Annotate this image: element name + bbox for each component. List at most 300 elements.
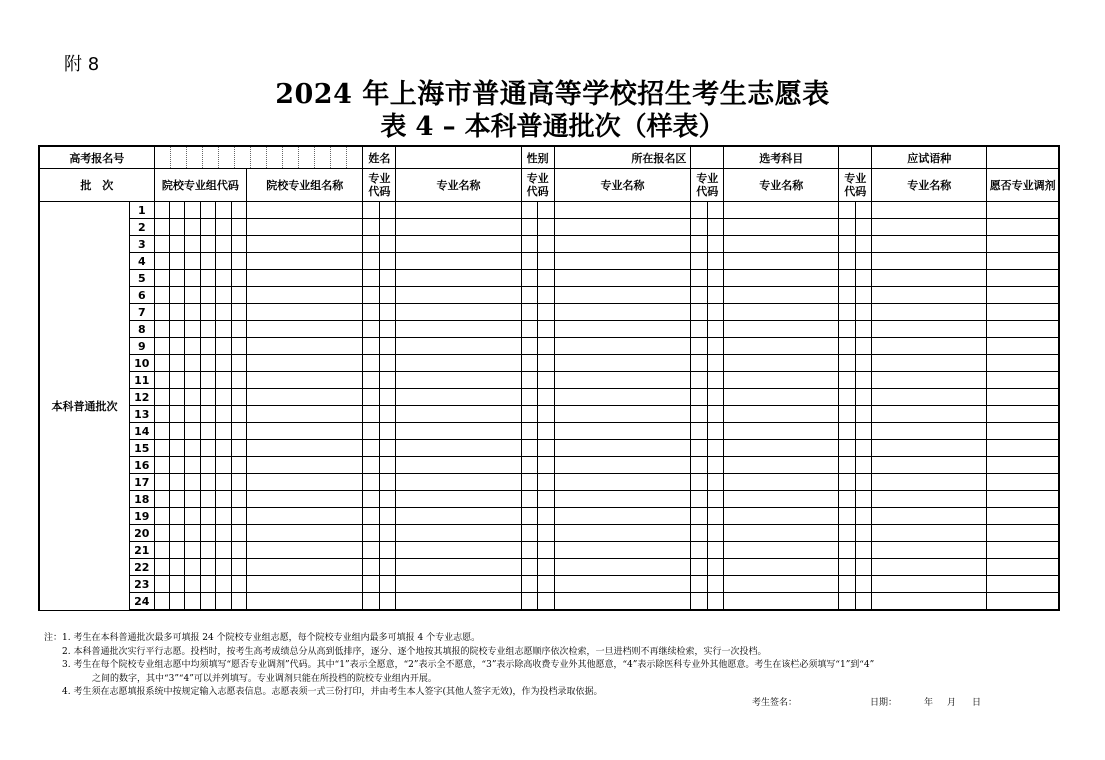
major-code-cell[interactable] — [855, 355, 871, 372]
major-name-cell[interactable] — [724, 355, 839, 372]
major-code-cell[interactable] — [839, 202, 855, 219]
major-code-cell[interactable] — [379, 338, 395, 355]
major-name-cell[interactable] — [724, 457, 839, 474]
major-code-cell[interactable] — [521, 440, 537, 457]
group-code-cell[interactable] — [200, 338, 215, 355]
major-code-cell[interactable] — [707, 338, 723, 355]
major-name-cell[interactable] — [872, 338, 987, 355]
major-code-cell[interactable] — [855, 389, 871, 406]
major-code-cell[interactable] — [363, 304, 379, 321]
group-code-cell[interactable] — [200, 406, 215, 423]
major-name-cell[interactable] — [872, 593, 987, 611]
major-code-cell[interactable] — [691, 508, 707, 525]
major-code-cell[interactable] — [839, 542, 855, 559]
major-name-cell[interactable] — [396, 559, 521, 576]
group-code-cell[interactable] — [231, 542, 246, 559]
district-field[interactable] — [691, 146, 724, 169]
major-code-cell[interactable] — [855, 253, 871, 270]
major-code-cell[interactable] — [855, 474, 871, 491]
major-code-cell[interactable] — [363, 508, 379, 525]
major-code-cell[interactable] — [707, 219, 723, 236]
major-code-cell[interactable] — [707, 355, 723, 372]
major-code-cell[interactable] — [538, 457, 554, 474]
major-code-cell[interactable] — [538, 304, 554, 321]
adjust-cell[interactable] — [987, 559, 1059, 576]
major-name-cell[interactable] — [554, 542, 691, 559]
group-code-cell[interactable] — [231, 474, 246, 491]
major-name-cell[interactable] — [554, 508, 691, 525]
group-code-cell[interactable] — [200, 253, 215, 270]
group-code-cell[interactable] — [170, 559, 185, 576]
group-code-cell[interactable] — [154, 304, 169, 321]
major-name-cell[interactable] — [396, 202, 521, 219]
group-code-cell[interactable] — [154, 321, 169, 338]
group-code-cell[interactable] — [216, 491, 231, 508]
major-name-cell[interactable] — [396, 304, 521, 321]
group-code-cell[interactable] — [231, 508, 246, 525]
major-code-cell[interactable] — [855, 304, 871, 321]
name-field[interactable] — [396, 146, 521, 169]
adjust-cell[interactable] — [987, 270, 1059, 287]
major-code-cell[interactable] — [691, 491, 707, 508]
group-name-cell[interactable] — [247, 372, 363, 389]
major-code-cell[interactable] — [707, 304, 723, 321]
major-name-cell[interactable] — [396, 406, 521, 423]
major-code-cell[interactable] — [707, 542, 723, 559]
adjust-cell[interactable] — [987, 236, 1059, 253]
major-name-cell[interactable] — [396, 321, 521, 338]
group-code-cell[interactable] — [231, 491, 246, 508]
group-code-cell[interactable] — [200, 304, 215, 321]
major-code-cell[interactable] — [363, 406, 379, 423]
group-code-cell[interactable] — [200, 593, 215, 611]
major-name-cell[interactable] — [724, 440, 839, 457]
major-name-cell[interactable] — [724, 593, 839, 611]
group-code-cell[interactable] — [231, 593, 246, 611]
major-code-cell[interactable] — [538, 321, 554, 338]
major-code-cell[interactable] — [538, 338, 554, 355]
major-code-cell[interactable] — [707, 321, 723, 338]
group-code-cell[interactable] — [200, 525, 215, 542]
group-code-cell[interactable] — [185, 253, 200, 270]
adjust-cell[interactable] — [987, 287, 1059, 304]
group-code-cell[interactable] — [200, 321, 215, 338]
major-code-cell[interactable] — [691, 372, 707, 389]
major-code-cell[interactable] — [707, 440, 723, 457]
major-name-cell[interactable] — [554, 389, 691, 406]
group-code-cell[interactable] — [185, 457, 200, 474]
group-name-cell[interactable] — [247, 508, 363, 525]
major-code-cell[interactable] — [521, 338, 537, 355]
major-code-cell[interactable] — [839, 457, 855, 474]
group-name-cell[interactable] — [247, 355, 363, 372]
major-code-cell[interactable] — [538, 355, 554, 372]
group-code-cell[interactable] — [231, 321, 246, 338]
major-name-cell[interactable] — [554, 440, 691, 457]
major-code-cell[interactable] — [379, 593, 395, 611]
major-code-cell[interactable] — [691, 389, 707, 406]
major-code-cell[interactable] — [379, 287, 395, 304]
major-code-cell[interactable] — [363, 287, 379, 304]
group-code-cell[interactable] — [216, 576, 231, 593]
major-code-cell[interactable] — [363, 576, 379, 593]
group-code-cell[interactable] — [216, 372, 231, 389]
major-code-cell[interactable] — [691, 253, 707, 270]
group-name-cell[interactable] — [247, 338, 363, 355]
major-code-cell[interactable] — [707, 593, 723, 611]
group-code-cell[interactable] — [216, 423, 231, 440]
major-code-cell[interactable] — [379, 491, 395, 508]
adjust-cell[interactable] — [987, 542, 1059, 559]
major-code-cell[interactable] — [707, 270, 723, 287]
adjust-cell[interactable] — [987, 423, 1059, 440]
major-name-cell[interactable] — [724, 525, 839, 542]
major-code-cell[interactable] — [379, 202, 395, 219]
major-name-cell[interactable] — [554, 593, 691, 611]
major-name-cell[interactable] — [554, 457, 691, 474]
major-name-cell[interactable] — [554, 372, 691, 389]
group-code-cell[interactable] — [216, 321, 231, 338]
group-code-cell[interactable] — [154, 253, 169, 270]
group-code-cell[interactable] — [200, 508, 215, 525]
adjust-cell[interactable] — [987, 525, 1059, 542]
major-name-cell[interactable] — [554, 236, 691, 253]
major-code-cell[interactable] — [855, 491, 871, 508]
major-name-cell[interactable] — [554, 525, 691, 542]
group-code-cell[interactable] — [216, 593, 231, 611]
major-name-cell[interactable] — [872, 491, 987, 508]
group-code-cell[interactable] — [154, 508, 169, 525]
group-code-cell[interactable] — [216, 389, 231, 406]
major-code-cell[interactable] — [379, 253, 395, 270]
group-code-cell[interactable] — [185, 219, 200, 236]
major-name-cell[interactable] — [554, 287, 691, 304]
major-code-cell[interactable] — [538, 389, 554, 406]
major-code-cell[interactable] — [538, 576, 554, 593]
major-code-cell[interactable] — [538, 559, 554, 576]
group-name-cell[interactable] — [247, 474, 363, 491]
group-code-cell[interactable] — [185, 270, 200, 287]
major-code-cell[interactable] — [538, 270, 554, 287]
group-code-cell[interactable] — [231, 457, 246, 474]
group-code-cell[interactable] — [200, 474, 215, 491]
group-code-cell[interactable] — [154, 559, 169, 576]
major-code-cell[interactable] — [538, 236, 554, 253]
major-code-cell[interactable] — [521, 321, 537, 338]
group-name-cell[interactable] — [247, 491, 363, 508]
group-code-cell[interactable] — [185, 389, 200, 406]
major-code-cell[interactable] — [855, 372, 871, 389]
group-code-cell[interactable] — [216, 457, 231, 474]
major-name-cell[interactable] — [872, 508, 987, 525]
group-code-cell[interactable] — [185, 304, 200, 321]
major-name-cell[interactable] — [396, 593, 521, 611]
major-code-cell[interactable] — [538, 406, 554, 423]
group-code-cell[interactable] — [216, 508, 231, 525]
group-code-cell[interactable] — [216, 270, 231, 287]
major-code-cell[interactable] — [855, 338, 871, 355]
major-code-cell[interactable] — [521, 542, 537, 559]
major-code-cell[interactable] — [521, 355, 537, 372]
major-name-cell[interactable] — [396, 236, 521, 253]
group-code-cell[interactable] — [231, 389, 246, 406]
group-code-cell[interactable] — [185, 576, 200, 593]
major-code-cell[interactable] — [691, 304, 707, 321]
group-code-cell[interactable] — [170, 219, 185, 236]
group-code-cell[interactable] — [200, 287, 215, 304]
major-code-cell[interactable] — [839, 270, 855, 287]
group-code-cell[interactable] — [170, 202, 185, 219]
major-code-cell[interactable] — [839, 576, 855, 593]
group-code-cell[interactable] — [185, 491, 200, 508]
group-code-cell[interactable] — [170, 287, 185, 304]
major-code-cell[interactable] — [691, 474, 707, 491]
major-code-cell[interactable] — [521, 389, 537, 406]
major-name-cell[interactable] — [554, 304, 691, 321]
major-code-cell[interactable] — [839, 406, 855, 423]
major-code-cell[interactable] — [839, 287, 855, 304]
major-name-cell[interactable] — [872, 406, 987, 423]
major-code-cell[interactable] — [379, 389, 395, 406]
major-code-cell[interactable] — [707, 372, 723, 389]
major-name-cell[interactable] — [396, 525, 521, 542]
group-name-cell[interactable] — [247, 270, 363, 287]
group-code-cell[interactable] — [185, 287, 200, 304]
group-name-cell[interactable] — [247, 287, 363, 304]
major-code-cell[interactable] — [538, 508, 554, 525]
group-code-cell[interactable] — [200, 440, 215, 457]
major-code-cell[interactable] — [855, 542, 871, 559]
major-name-cell[interactable] — [872, 457, 987, 474]
major-name-cell[interactable] — [724, 321, 839, 338]
major-code-cell[interactable] — [691, 338, 707, 355]
group-code-cell[interactable] — [185, 525, 200, 542]
major-name-cell[interactable] — [724, 253, 839, 270]
major-code-cell[interactable] — [538, 542, 554, 559]
group-code-cell[interactable] — [200, 355, 215, 372]
group-code-cell[interactable] — [185, 372, 200, 389]
major-code-cell[interactable] — [691, 542, 707, 559]
major-name-cell[interactable] — [724, 236, 839, 253]
major-name-cell[interactable] — [554, 355, 691, 372]
group-name-cell[interactable] — [247, 321, 363, 338]
major-code-cell[interactable] — [538, 525, 554, 542]
group-code-cell[interactable] — [154, 576, 169, 593]
group-code-cell[interactable] — [216, 355, 231, 372]
group-code-cell[interactable] — [185, 474, 200, 491]
adjust-cell[interactable] — [987, 202, 1059, 219]
adjust-cell[interactable] — [987, 508, 1059, 525]
major-name-cell[interactable] — [396, 474, 521, 491]
group-code-cell[interactable] — [170, 372, 185, 389]
major-name-cell[interactable] — [554, 576, 691, 593]
major-name-cell[interactable] — [554, 474, 691, 491]
group-code-cell[interactable] — [216, 406, 231, 423]
major-name-cell[interactable] — [396, 219, 521, 236]
group-name-cell[interactable] — [247, 406, 363, 423]
major-code-cell[interactable] — [839, 389, 855, 406]
group-code-cell[interactable] — [185, 406, 200, 423]
group-code-cell[interactable] — [216, 253, 231, 270]
group-code-cell[interactable] — [170, 253, 185, 270]
group-code-cell[interactable] — [231, 304, 246, 321]
group-code-cell[interactable] — [216, 287, 231, 304]
group-code-cell[interactable] — [154, 372, 169, 389]
group-name-cell[interactable] — [247, 457, 363, 474]
major-name-cell[interactable] — [724, 542, 839, 559]
major-code-cell[interactable] — [707, 202, 723, 219]
group-code-cell[interactable] — [170, 508, 185, 525]
group-name-cell[interactable] — [247, 440, 363, 457]
adjust-cell[interactable] — [987, 406, 1059, 423]
group-code-cell[interactable] — [216, 338, 231, 355]
major-name-cell[interactable] — [396, 457, 521, 474]
major-code-cell[interactable] — [691, 559, 707, 576]
major-name-cell[interactable] — [554, 406, 691, 423]
group-code-cell[interactable] — [170, 542, 185, 559]
group-code-cell[interactable] — [216, 219, 231, 236]
major-name-cell[interactable] — [724, 423, 839, 440]
major-code-cell[interactable] — [363, 440, 379, 457]
group-code-cell[interactable] — [170, 457, 185, 474]
major-code-cell[interactable] — [521, 491, 537, 508]
major-name-cell[interactable] — [396, 270, 521, 287]
group-code-cell[interactable] — [170, 423, 185, 440]
group-code-cell[interactable] — [231, 423, 246, 440]
major-code-cell[interactable] — [691, 457, 707, 474]
major-name-cell[interactable] — [396, 423, 521, 440]
group-code-cell[interactable] — [185, 202, 200, 219]
group-code-cell[interactable] — [170, 474, 185, 491]
major-code-cell[interactable] — [855, 219, 871, 236]
major-code-cell[interactable] — [707, 474, 723, 491]
major-code-cell[interactable] — [379, 423, 395, 440]
group-code-cell[interactable] — [231, 355, 246, 372]
major-code-cell[interactable] — [855, 287, 871, 304]
group-code-cell[interactable] — [170, 593, 185, 611]
major-code-cell[interactable] — [521, 270, 537, 287]
major-code-cell[interactable] — [691, 440, 707, 457]
subjects-field[interactable] — [839, 146, 872, 169]
major-code-cell[interactable] — [363, 270, 379, 287]
major-name-cell[interactable] — [724, 389, 839, 406]
major-name-cell[interactable] — [872, 389, 987, 406]
major-code-cell[interactable] — [379, 559, 395, 576]
adjust-cell[interactable] — [987, 457, 1059, 474]
major-code-cell[interactable] — [521, 406, 537, 423]
adjust-cell[interactable] — [987, 593, 1059, 611]
major-code-cell[interactable] — [855, 440, 871, 457]
major-code-cell[interactable] — [363, 593, 379, 611]
group-code-cell[interactable] — [216, 559, 231, 576]
major-code-cell[interactable] — [379, 576, 395, 593]
major-code-cell[interactable] — [379, 406, 395, 423]
major-code-cell[interactable] — [839, 219, 855, 236]
major-name-cell[interactable] — [872, 372, 987, 389]
major-code-cell[interactable] — [363, 219, 379, 236]
group-code-cell[interactable] — [231, 219, 246, 236]
group-code-cell[interactable] — [185, 338, 200, 355]
major-code-cell[interactable] — [707, 253, 723, 270]
major-code-cell[interactable] — [839, 253, 855, 270]
group-code-cell[interactable] — [216, 542, 231, 559]
major-code-cell[interactable] — [521, 508, 537, 525]
major-code-cell[interactable] — [379, 236, 395, 253]
adjust-cell[interactable] — [987, 576, 1059, 593]
major-code-cell[interactable] — [538, 202, 554, 219]
group-code-cell[interactable] — [200, 542, 215, 559]
major-name-cell[interactable] — [724, 406, 839, 423]
major-name-cell[interactable] — [724, 338, 839, 355]
major-code-cell[interactable] — [521, 457, 537, 474]
group-code-cell[interactable] — [216, 474, 231, 491]
adjust-cell[interactable] — [987, 474, 1059, 491]
group-name-cell[interactable] — [247, 236, 363, 253]
major-code-cell[interactable] — [691, 287, 707, 304]
major-name-cell[interactable] — [396, 491, 521, 508]
major-name-cell[interactable] — [872, 236, 987, 253]
major-code-cell[interactable] — [691, 355, 707, 372]
adjust-cell[interactable] — [987, 304, 1059, 321]
major-name-cell[interactable] — [396, 253, 521, 270]
group-code-cell[interactable] — [200, 576, 215, 593]
major-code-cell[interactable] — [691, 236, 707, 253]
group-code-cell[interactable] — [170, 389, 185, 406]
major-code-cell[interactable] — [855, 406, 871, 423]
major-code-cell[interactable] — [707, 423, 723, 440]
group-code-cell[interactable] — [200, 270, 215, 287]
group-code-cell[interactable] — [200, 559, 215, 576]
group-code-cell[interactable] — [154, 593, 169, 611]
group-code-cell[interactable] — [154, 202, 169, 219]
major-code-cell[interactable] — [363, 559, 379, 576]
major-name-cell[interactable] — [724, 508, 839, 525]
group-code-cell[interactable] — [216, 525, 231, 542]
major-code-cell[interactable] — [521, 474, 537, 491]
group-code-cell[interactable] — [231, 287, 246, 304]
group-name-cell[interactable] — [247, 219, 363, 236]
major-code-cell[interactable] — [538, 253, 554, 270]
major-name-cell[interactable] — [872, 525, 987, 542]
major-name-cell[interactable] — [724, 559, 839, 576]
major-code-cell[interactable] — [538, 372, 554, 389]
major-name-cell[interactable] — [554, 491, 691, 508]
major-code-cell[interactable] — [538, 423, 554, 440]
major-name-cell[interactable] — [872, 559, 987, 576]
major-code-cell[interactable] — [839, 338, 855, 355]
group-code-cell[interactable] — [185, 440, 200, 457]
group-code-cell[interactable] — [200, 236, 215, 253]
group-code-cell[interactable] — [200, 423, 215, 440]
major-code-cell[interactable] — [538, 287, 554, 304]
major-code-cell[interactable] — [855, 508, 871, 525]
group-code-cell[interactable] — [231, 338, 246, 355]
major-code-cell[interactable] — [707, 576, 723, 593]
group-code-cell[interactable] — [200, 202, 215, 219]
group-code-cell[interactable] — [154, 423, 169, 440]
group-code-cell[interactable] — [170, 406, 185, 423]
major-code-cell[interactable] — [379, 321, 395, 338]
major-name-cell[interactable] — [396, 287, 521, 304]
major-code-cell[interactable] — [379, 508, 395, 525]
group-name-cell[interactable] — [247, 304, 363, 321]
major-code-cell[interactable] — [691, 270, 707, 287]
group-code-cell[interactable] — [154, 219, 169, 236]
group-code-cell[interactable] — [200, 389, 215, 406]
major-name-cell[interactable] — [396, 576, 521, 593]
major-name-cell[interactable] — [872, 253, 987, 270]
major-code-cell[interactable] — [855, 525, 871, 542]
